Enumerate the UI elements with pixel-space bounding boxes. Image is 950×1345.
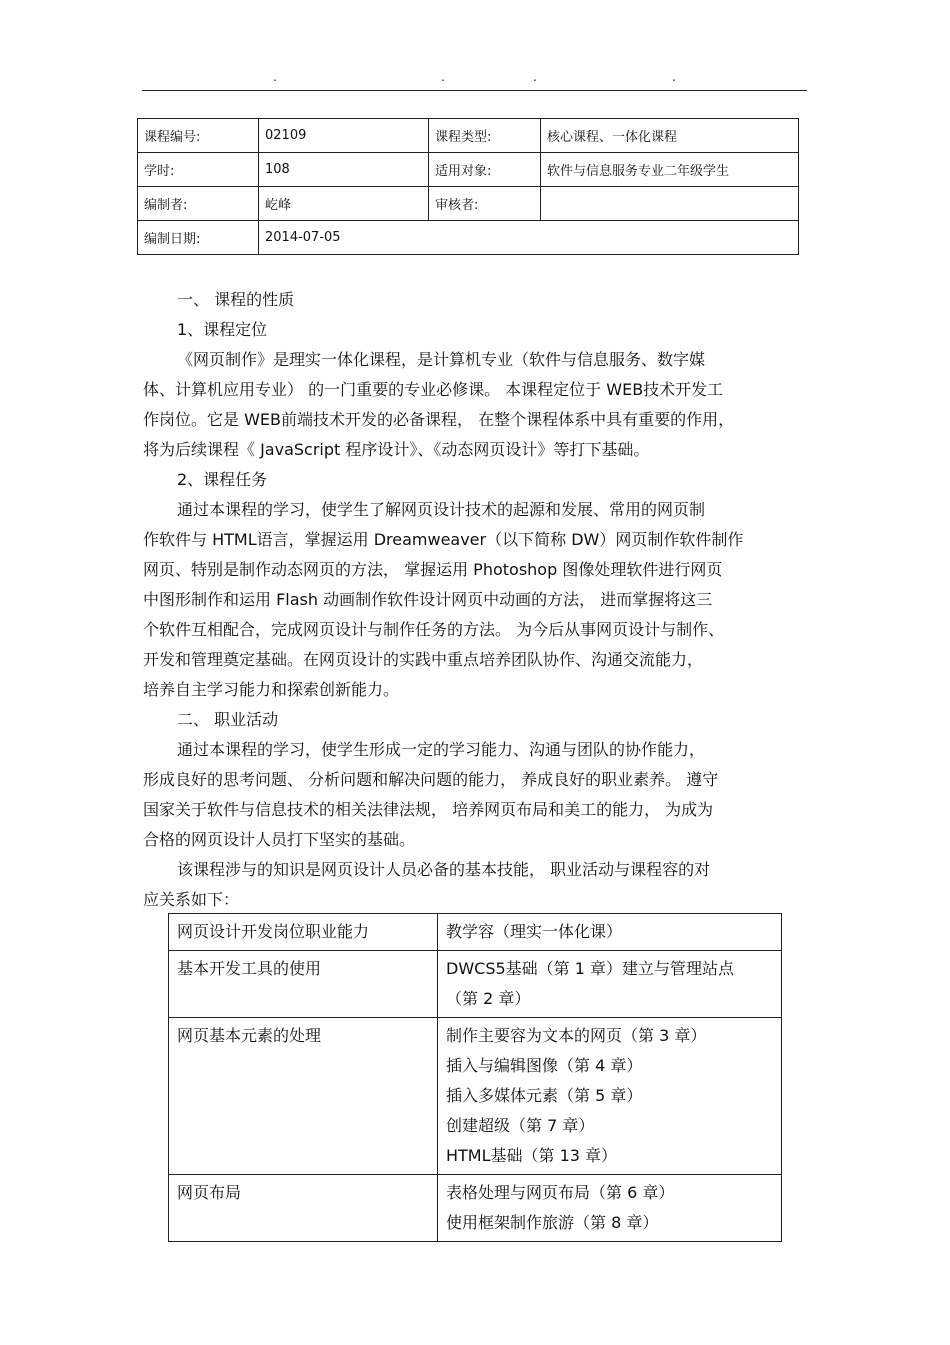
content-line: 制作主要容为文本的网页（第 3 章） <box>446 1026 707 1045</box>
table-row <box>169 1175 782 1242</box>
ability-cell: 网页布局 <box>169 1175 438 1242</box>
paragraph-line: 国家关于软件与信息技术的相关法律法规， 培养网页布局和美工的能力， 为成为 <box>143 800 714 819</box>
reviewer-value <box>541 187 799 221</box>
header-dot: . <box>273 70 277 84</box>
column-header-content: 教学容（理实一体化课） <box>438 914 782 951</box>
paragraph-line: 合格的网页设计人员打下坚实的基础。 <box>143 830 416 849</box>
page-header-dots <box>0 70 950 90</box>
content-line: DWCS5基础（第 1 章）建立与管理站点 <box>446 959 735 978</box>
course-code-label: 课程编号: <box>138 119 259 153</box>
subheading-tasks: 2、课程任务 <box>177 470 268 489</box>
header-dot: . <box>533 70 537 84</box>
content-line: （第 2 章） <box>446 989 531 1008</box>
table-row <box>138 153 799 187</box>
ability-cell: 基本开发工具的使用 <box>169 951 438 1018</box>
hours-label: 学时: <box>138 153 259 187</box>
author-label: 编制者: <box>138 187 259 221</box>
table-header-row <box>169 914 782 951</box>
paragraph-line: 培养自主学习能力和探索创新能力。 <box>143 680 400 699</box>
course-type-value: 核心课程、一体化课程 <box>541 119 799 153</box>
content-cell <box>438 951 782 1018</box>
content-line: HTML基础（第 13 章） <box>446 1146 618 1165</box>
section-heading-nature: 一、 课程的性质 <box>177 290 295 309</box>
paragraph-line: 体、计算机应用专业） 的一门重要的专业必修课。 本课程定位于 WEB技术开发工 <box>143 380 724 399</box>
column-header-ability: 网页设计开发岗位职业能力 <box>169 914 438 951</box>
table-row <box>138 187 799 221</box>
course-code-value: 02109 <box>259 119 429 153</box>
table-row <box>169 1018 782 1175</box>
paragraph-line: 将为后续课程《 JavaScript 程序设计》、《动态网页设计》等打下基础。 <box>143 440 650 459</box>
content-cell <box>438 1018 782 1175</box>
author-value: 屹峰 <box>259 187 429 221</box>
content-line: 插入多媒体元素（第 5 章） <box>446 1086 643 1105</box>
header-dot: . <box>441 70 445 84</box>
table-row <box>138 119 799 153</box>
date-label: 编制日期: <box>138 221 259 255</box>
course-info-table <box>137 118 799 255</box>
header-dot: . <box>672 70 676 84</box>
paragraph-line: 该课程涉与的知识是网页设计人员必备的基本技能， 职业活动与课程容的对 <box>177 860 711 879</box>
audience-label: 适用对象: <box>429 153 541 187</box>
body-text <box>143 285 805 915</box>
subheading-positioning: 1、课程定位 <box>177 320 268 339</box>
ability-content-table <box>168 913 782 1242</box>
reviewer-label: 审核者: <box>429 187 541 221</box>
paragraph-line: 中图形制作和运用 Flash 动画制作软件设计网页中动画的方法， 进而掌握将这三 <box>143 590 713 609</box>
course-type-label: 课程类型: <box>429 119 541 153</box>
paragraph-line: 作软件与 HTML语言，掌握运用 Dreamweaver（以下简称 DW）网页制作软件制作 <box>143 530 744 549</box>
content-line: 插入与编辑图像（第 4 章） <box>446 1056 643 1075</box>
paragraph-line: 形成良好的思考问题、 分析问题和解决问题的能力， 养成良好的职业素养。 遵守 <box>143 770 719 789</box>
content-line: 表格处理与网页布局（第 6 章） <box>446 1183 675 1202</box>
table-row <box>169 951 782 1018</box>
paragraph-line: 应关系如下： <box>143 890 240 909</box>
audience-value: 软件与信息服务专业二年级学生 <box>541 153 799 187</box>
paragraph-line: 个软件互相配合，完成网页设计与制作任务的方法。 为今后从事网页设计与制作、 <box>143 620 725 639</box>
paragraph-line: 网页、特别是制作动态网页的方法， 掌握运用 Photoshop 图像处理软件进行网页 <box>143 560 723 579</box>
content-line: 使用框架制作旅游（第 8 章） <box>446 1213 659 1232</box>
header-rule <box>142 90 807 91</box>
hours-value: 108 <box>259 153 429 187</box>
paragraph-line: 《网页制作》是理实一体化课程，是计算机专业（软件与信息服务、数字媒 <box>177 350 706 369</box>
ability-cell: 网页基本元素的处理 <box>169 1018 438 1175</box>
paragraph-line: 作岗位。它是 WEB前端技术开发的必备课程， 在整个课程体系中具有重要的作用， <box>143 410 735 429</box>
table-row <box>138 221 799 255</box>
paragraph-line: 开发和管理奠定基础。在网页设计的实践中重点培养团队协作、沟通交流能力， <box>143 650 704 669</box>
content-cell <box>438 1175 782 1242</box>
section-heading-activities: 二、 职业活动 <box>177 710 279 729</box>
paragraph-line: 通过本课程的学习，使学生了解网页设计技术的起源和发展、常用的网页制 <box>177 500 706 519</box>
content-line: 创建超级（第 7 章） <box>446 1116 595 1135</box>
date-value: 2014-07-05 <box>259 221 799 255</box>
paragraph-line: 通过本课程的学习，使学生形成一定的学习能力、沟通与团队的协作能力， <box>177 740 706 759</box>
